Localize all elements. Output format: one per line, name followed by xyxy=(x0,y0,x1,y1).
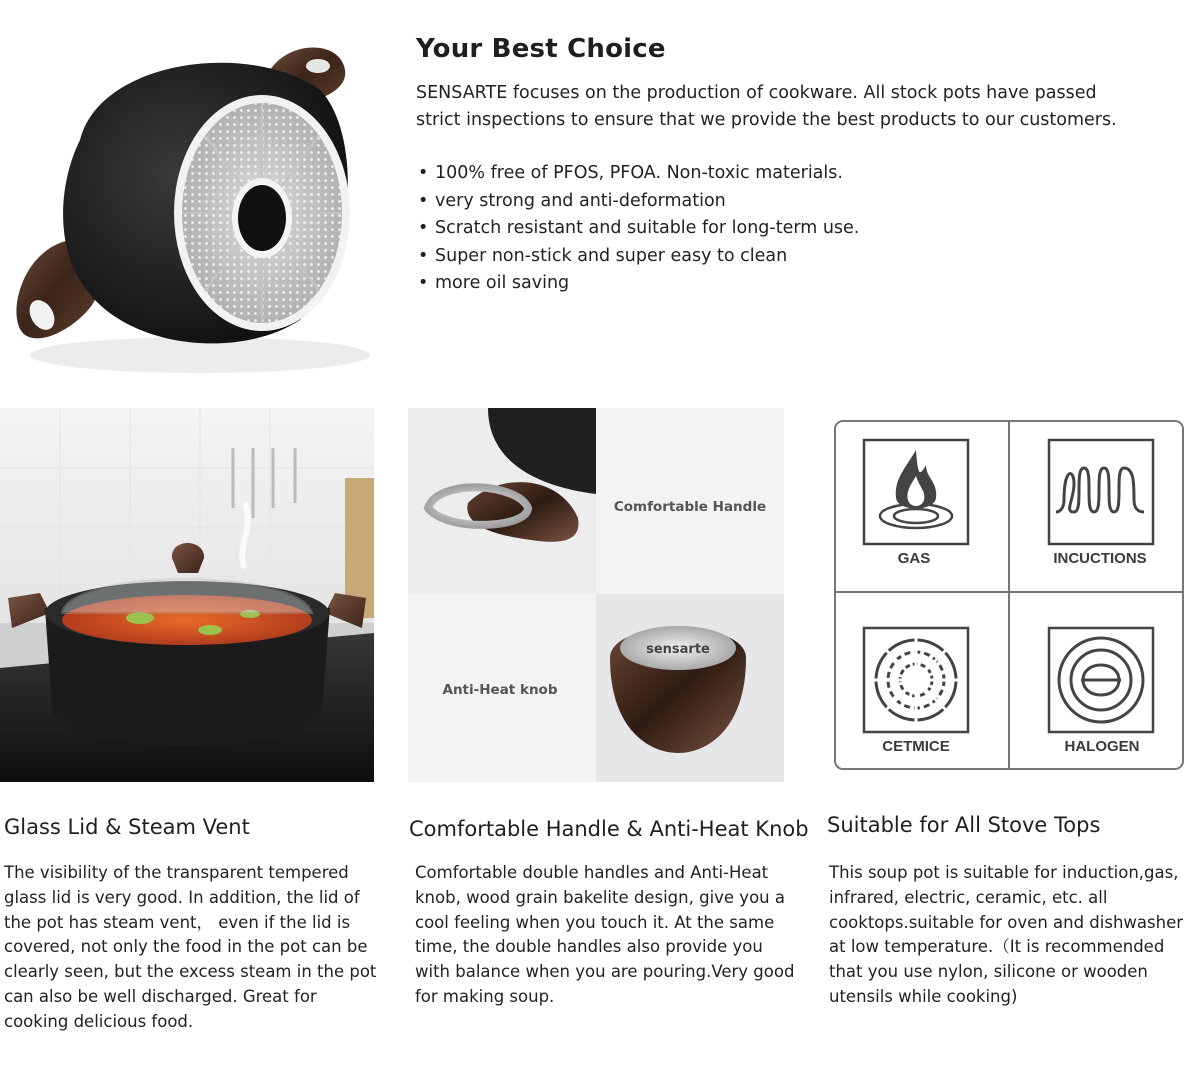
stove-label-halogen: HALOGEN xyxy=(1064,738,1140,755)
column-title-glass-lid: Glass Lid & Steam Vent xyxy=(4,815,250,839)
handle-knob-photo xyxy=(408,408,784,782)
column-title-handle-knob: Comfortable Handle & Anti-Heat Knob xyxy=(409,817,809,841)
knob-caption: Anti-Heat knob xyxy=(442,682,558,698)
feature-list xyxy=(416,160,1136,298)
glass-lid-photo xyxy=(0,408,374,782)
column-text-glass-lid: The visibility of the transparent tempered glass lid is very good. In addition, the lid of the pot has steam vent， even if the lid is covered, not only the food in the pot can be clearly seen, but the excess steam in the pot can also be well discharged. Great for cooking delicious food. xyxy=(4,863,377,1031)
intro-paragraph: SENSARTE focuses on the production of cookware. All stock pots have passed strict inspections to ensure that we provide the best products to our customers. xyxy=(416,83,1117,130)
column-text-handle-knob: Comfortable double handles and Anti-Heat knob, wood grain bakelite design, give you a cool feeling when you touch it. At the same time, the double handles also provide you with balance when you are pouring.Very good for making soup. xyxy=(415,863,795,1006)
feature-item: • very strong and anti-deformation xyxy=(416,188,1136,216)
stove-label-induction: INCUCTIONS xyxy=(1053,550,1147,567)
knob-brand: sensarte xyxy=(646,642,710,657)
feature-item: • 100% free of PFOS, PFOA. Non-toxic materials. xyxy=(416,160,1136,188)
stove-label-gas: GAS xyxy=(897,550,931,567)
feature-item: • more oil saving xyxy=(416,270,1136,298)
stove-tops-chart xyxy=(834,420,1184,770)
column-title-stove-tops: Suitable for All Stove Tops xyxy=(827,813,1101,837)
pot-bottom-image xyxy=(0,30,385,380)
feature-item: • Super non-stick and super easy to clean xyxy=(416,243,1136,271)
page-title: Your Best Choice xyxy=(416,34,666,64)
handle-caption: Comfortable Handle xyxy=(613,499,767,515)
column-text-stove-tops: This soup pot is suitable for induction,gas, infrared, electric, ceramic, etc. all cooktops.suitable for oven and dishwasher at low temperature.（It is recommended that you use nylon, silicone or wooden utensils while cooking) xyxy=(829,863,1184,1006)
feature-item: • Scratch resistant and suitable for long-term use. xyxy=(416,215,1136,243)
stove-label-ceramic: CETMICE xyxy=(882,738,950,755)
